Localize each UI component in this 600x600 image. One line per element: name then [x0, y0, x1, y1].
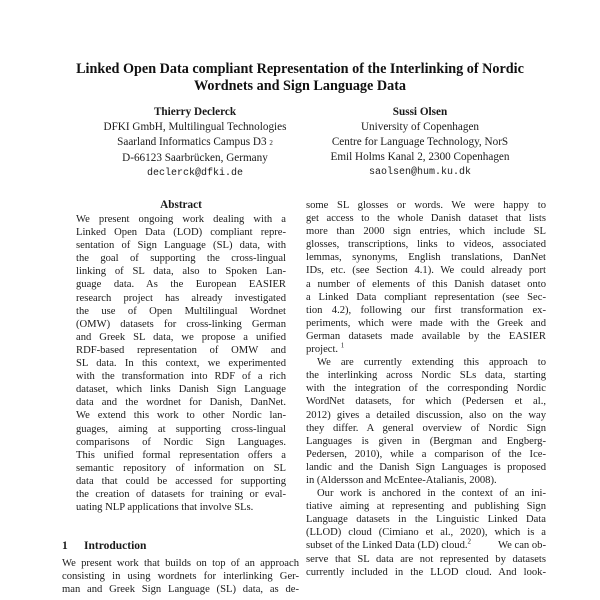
body-line: (LLOD) cloud (Cimiano et al., 2020), which is a — [306, 527, 546, 539]
body-line: more than 2000 sign entries, which include SL — [306, 226, 546, 238]
paragraph-3 — [306, 487, 546, 579]
paper-title — [40, 61, 560, 95]
body-text: We can ob- — [498, 540, 546, 552]
abstract-body — [76, 213, 286, 514]
author-address: Emil Holms Kanal 2, 2300 Copenhagen — [330, 151, 510, 163]
abstract-line: the creation of datasets for training or eval- — [76, 488, 286, 500]
abstract-line: (OMW) datasets for cross-linking German — [76, 318, 286, 330]
abstract-line: SL data. In this context, we experimented — [76, 358, 286, 370]
abstract-heading: Abstract — [160, 199, 202, 211]
author-affiliation: Centre for Language Technology, NorS — [331, 136, 509, 148]
body-line: German datasets made available by the EASIER — [306, 330, 546, 342]
author-email[interactable]: declerck@dfki.de — [146, 168, 243, 179]
intro-line: man and Greek Sign Language (SL) data, as de- — [62, 584, 299, 596]
author-affiliation-campus: Saarland Informatics Campus D3 — [117, 136, 267, 148]
author-block-2 — [300, 105, 540, 180]
paragraph-1 — [306, 199, 546, 356]
abstract-line: with the transformation into RDF of a rich — [76, 371, 286, 383]
abstract-line: uating NLP applications that involve SLs. — [76, 502, 254, 514]
body-line: landic and the Danish Sign Languages is proposed — [306, 461, 546, 473]
body-line: some SL glosses or words. We were happy to — [306, 200, 546, 211]
section-heading-introduction — [62, 540, 146, 552]
body-line: a Linked Data compliant representation (see Sec- — [306, 291, 546, 303]
body-line: currently included in the LLOD cloud. And look- — [306, 566, 546, 578]
body-line: with the integration of the corresponding Nordic — [306, 383, 546, 395]
abstract-line: guages, aiming at supporting cross-lingual — [76, 423, 286, 435]
body-line: serve that SL data are not represented by datasets — [306, 553, 546, 565]
intro-line: We present work that builds on top of an approach — [62, 558, 299, 569]
abstract-line: We extend this work to other Nordic lan- — [76, 410, 286, 422]
author-address: D-66123 Saarbrücken, Germany — [122, 152, 268, 164]
body-text: subset of the Linked Data (LD) cloud. — [306, 540, 468, 552]
body-line: a number of elements of this Danish dataset onto — [306, 278, 546, 290]
author-block-1 — [80, 105, 310, 181]
abstract-line: research project has already investigated — [76, 292, 286, 304]
author-email[interactable]: saolsen@hum.ku.dk — [368, 167, 472, 178]
abstract-line: Linked Open Data (LOD) compliant repre- — [76, 227, 286, 239]
body-line: tiative aiming at representing and publishing Sign — [306, 501, 546, 513]
abstract-line: dataset, which links Danish Sign Language — [76, 384, 286, 396]
body-line — [306, 539, 546, 552]
body-line: periments, which were made with the Greek and — [306, 317, 546, 329]
author-affiliation: DFKI GmbH, Multilingual Technologies — [103, 121, 287, 133]
abstract-line: comparisons of Nordic Sign Languages. — [76, 436, 286, 448]
abstract-line: the goal of supporting the cross-lingual — [76, 253, 286, 265]
body-line: get access to the whole Danish dataset that lists — [306, 213, 546, 225]
abstract-line: semantic repository of information on SL — [76, 462, 286, 474]
author-affiliation — [80, 135, 310, 151]
body-line: lemmas, synonyms, English translations, DanNet — [306, 252, 546, 264]
body-line — [306, 343, 546, 356]
body-line: 2012) gives a detailed discussion, also on the way — [306, 409, 546, 421]
footnote-mark[interactable]: 1 — [340, 341, 345, 350]
body-line: tion 4.2), following our first transformation ex- — [306, 304, 546, 316]
abstract-line: the use of Open Multilingual Wordnet — [76, 305, 286, 317]
footnote-mark[interactable]: 2 — [467, 537, 472, 546]
body-text: project. — [306, 344, 339, 356]
author-name: Thierry Declerck — [153, 106, 237, 118]
abstract-line: sentation of Sign Language (SL) data, with — [76, 240, 286, 252]
body-line: Pedersen, 2010), while a comparison of the Ice- — [306, 448, 546, 460]
paragraph-2 — [306, 356, 546, 487]
body-line: in (Aldersson and McEntee-Atalianis, 2008). — [306, 474, 497, 486]
author-name: Sussi Olsen — [392, 106, 448, 118]
body-line: Language datasets in the Linguistic Linked Data — [306, 514, 546, 526]
body-line: the interlinking across Nordic SLs data, starting — [306, 370, 546, 382]
abstract-line: and Greek SL data, we propose a unified — [76, 331, 286, 343]
section-title: Introduction — [84, 540, 147, 552]
title-line-1: Linked Open Data compliant Representation of the Interlinking of Nordic — [76, 61, 524, 77]
abstract-line: data and the wordnet for Danish, DanNet. — [76, 397, 286, 409]
abstract-line: This unified formal representation offers a — [76, 449, 286, 461]
body-line: Languages is given in (Bergman and Engberg- — [306, 435, 546, 447]
author-affiliation: University of Copenhagen — [360, 121, 480, 133]
body-line: Our work is anchored in the context of an ini- — [317, 488, 546, 500]
right-column — [306, 199, 546, 579]
body-line: We are currently extending this approach to — [317, 357, 546, 369]
abstract-line: guage data. As the European EASIER — [76, 279, 286, 291]
title-line-2: Wordnets and Sign Language Data — [193, 78, 407, 94]
campus-suffix: 2 — [269, 139, 273, 147]
abstract-line: We present ongoing work dealing with a — [76, 214, 286, 225]
introduction-body — [62, 557, 299, 596]
body-line: glosses, transcriptions, links to videos, associated — [306, 239, 546, 251]
body-line: they differ. A general overview of Nordic Sign — [306, 422, 546, 434]
abstract-line: linking of SL data, also to Spoken Lan- — [76, 266, 286, 278]
abstract-line: RDF-based representation of OMW and — [76, 344, 286, 356]
body-line: IDs, etc. (see Section 4.1). We could already port — [306, 265, 546, 277]
abstract-line: data that could be accessed for supporting — [76, 475, 286, 487]
intro-line: consisting in using wordnets for interlinking Ger- — [62, 571, 299, 583]
section-number: 1 — [62, 540, 68, 552]
body-line: WordNet datasets, for which (Pedersen et al., — [306, 396, 546, 408]
